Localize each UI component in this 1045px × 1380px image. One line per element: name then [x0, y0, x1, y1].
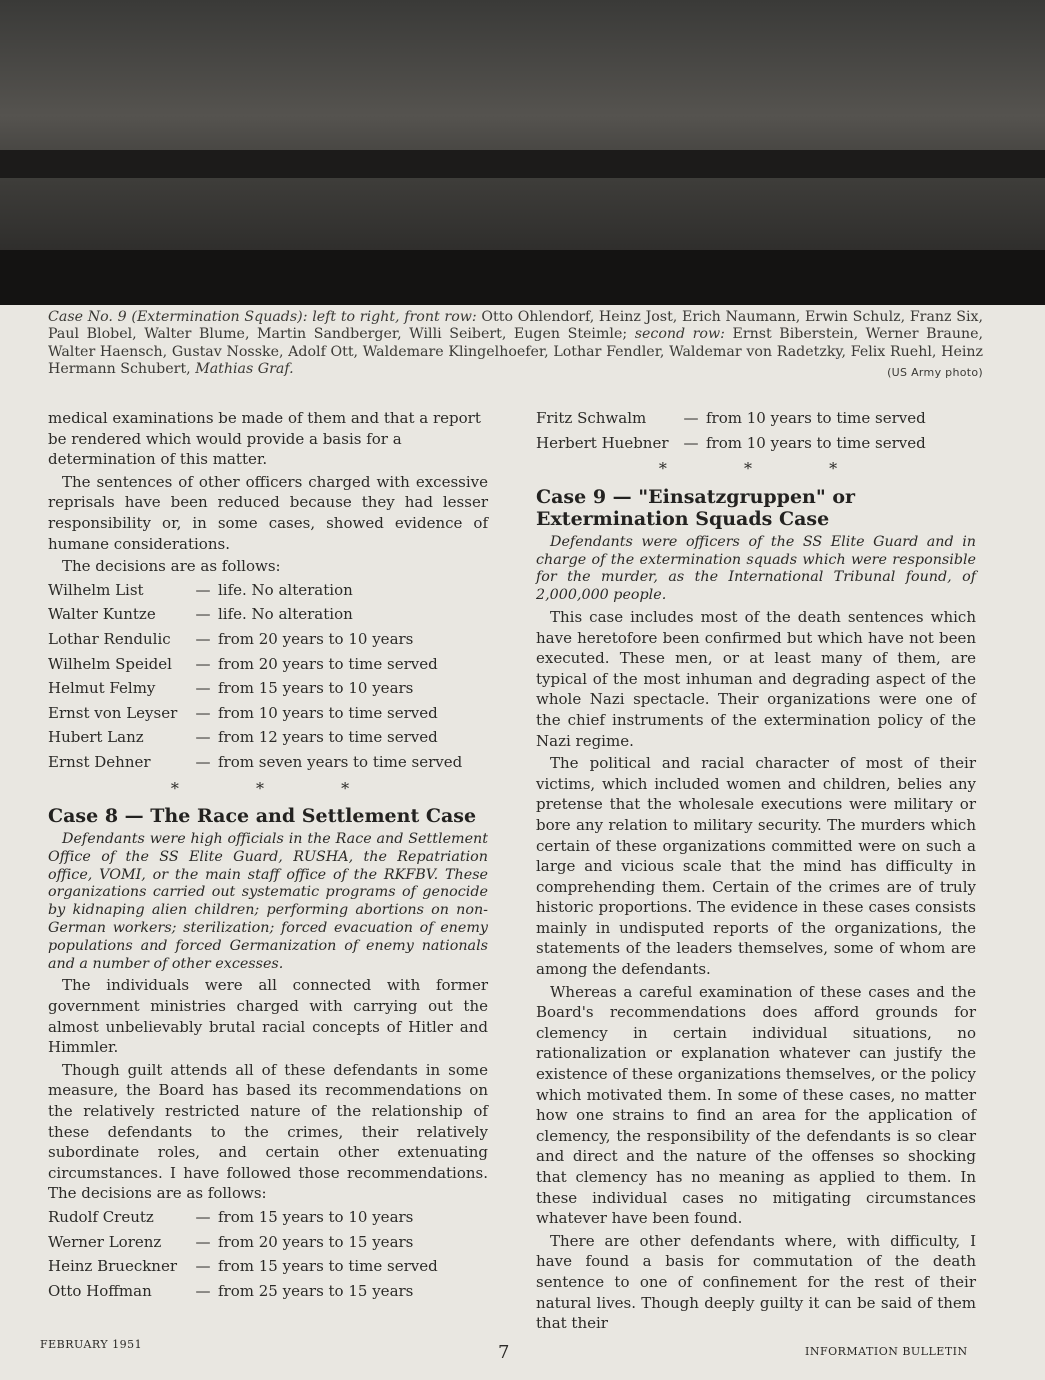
sentence-text: from 25 years to 15 years: [218, 1281, 414, 1300]
decision-row: [48, 629, 488, 654]
caption-front-row: Otto Ohlendorf, Heinz Jost, Erich Naumann, Erwin Schulz, Franz Six, Paul Blobel, Walter Blume, Martin Sandberger, Willi Seibert, Eugen Steimle;: [48, 309, 984, 343]
dash-separator: —: [195, 728, 211, 747]
decision-row: [48, 727, 488, 752]
defendant-name: Herbert Huebner: [536, 433, 669, 452]
defendant-name: Ernst von Leyser: [48, 703, 178, 722]
decision-list: [48, 580, 488, 777]
decision-row: [48, 752, 488, 777]
decision-row: [48, 580, 488, 605]
dash-separator: —: [195, 654, 211, 673]
dash-separator: —: [195, 679, 211, 698]
caption-last-name: Mathias Graf.: [195, 360, 294, 377]
sentence-text: from 12 years to time served: [218, 728, 438, 747]
paragraph: The political and racial character of most of their victims, which included women and children, belies any pretense that the wholesale executions were military or bore any relation to military security. The murders which certain of these organizations committed were on such a large and vicious scale that the mind has difficulty in comprehending them. Certain of the crimes are of truly historic proportions. The evidence in these cases consists mainly in undisputed reports of the organizations, the statements of the leaders themselves, some of whom are among the defendants.: [536, 754, 976, 979]
dash-separator: —: [195, 629, 211, 648]
sentence-text: from 10 years to time served: [706, 409, 926, 427]
paragraph: The sentences of other officers charged with excessive reprisals have been reduced because they had lesser responsibility or, in some cases, showed evidence of humane considerations.: [48, 472, 488, 553]
dash-separator: —: [195, 1232, 211, 1251]
footer-date: FEBRUARY 1951: [40, 1338, 143, 1351]
paragraph: medical examinations be made of them and that a report be rendered which would provide a basis for a determination of this matter.: [48, 409, 481, 469]
sentence-text: from 20 years to 10 years: [218, 629, 414, 648]
sentence-text: from seven years to time served: [218, 752, 463, 771]
defendant-name: Werner Lorenz: [48, 1232, 162, 1251]
dash-separator: —: [683, 433, 699, 452]
dash-separator: —: [195, 1281, 211, 1300]
right-column: [536, 408, 976, 1336]
caption-label: Case No. 9 (Extermination Squads): left to right, front row:: [48, 309, 477, 325]
photo-caption: [48, 309, 983, 381]
sentence-text: from 20 years to time served: [218, 654, 438, 673]
decision-row: [48, 703, 488, 728]
dash-separator: —: [195, 580, 211, 599]
footer-publication: INFORMATION BULLETIN: [805, 1345, 968, 1358]
caption-second-label: second row:: [634, 326, 725, 343]
section-divider: * * *: [658, 459, 874, 479]
sentence-text: from 15 years to 10 years: [218, 679, 414, 698]
decision-row: [536, 433, 976, 458]
sentence-text: from 10 years to time served: [218, 703, 438, 722]
paragraph: Whereas a careful examination of these cases and the Board's recommendations does afford grounds for clemency in certain individual situations, no rationalization or explanation whatever can justify the existence of these organizations themselves, or the policy which motivated them. In some of these cases, no matter how one strains to find an area for the application of clemency, the responsibility of the defendants is so clear and direct and the nature of the offenses so shocking that clemency has no meaning as applied to them. In these individual cases no mitigating circumstances whatever have been found.: [536, 982, 976, 1228]
left-column: [48, 408, 488, 1305]
section-divider: * * *: [170, 778, 386, 798]
paragraph: The individuals were all connected with former government ministries charged with carrying out the almost unbelievably brutal racial concepts of Hitler and Himmler.: [48, 976, 488, 1057]
dash-separator: —: [195, 752, 211, 771]
decision-row: [48, 654, 488, 679]
decision-list: [48, 1207, 488, 1305]
dash-separator: —: [195, 703, 211, 722]
paragraph: This case includes most of the death sentences which have heretofore been confirmed but which have not been executed. These men, or at least many of them, are typical of the most inhuman and degrading aspect of the whole Nazi spectacle. Their organizations were one of the chief instruments of the extermination policy of the Nazi regime.: [536, 607, 976, 750]
defendant-name: Wilhelm List: [48, 580, 144, 599]
case9-heading: Case 9 — "Einsatzgruppen" or Extermination Squads Case: [536, 485, 856, 530]
page-number: 7: [498, 1342, 510, 1363]
decision-list: [536, 408, 976, 457]
decision-row: [48, 1256, 488, 1281]
paragraph: Though guilt attends all of these defendants in some measure, the Board has based its recommendations on the relatively restricted nature of the relationship of these defendants to the crimes, their relatively subordinate roles, and certain other extenuating circumstances. I have followed those recommendations. The decisions are as follows:: [48, 1060, 488, 1203]
decision-row: [48, 604, 488, 629]
defendant-name: Rudolf Creutz: [48, 1208, 154, 1226]
courtroom-photo: [0, 0, 1045, 305]
defendant-name: Wilhelm Speidel: [48, 654, 172, 673]
dash-separator: —: [683, 409, 699, 427]
sentence-text: from 15 years to 10 years: [218, 1208, 414, 1226]
photo-credit: (US Army photo): [887, 365, 983, 379]
sentence-text: life. No alteration: [218, 580, 353, 599]
defendant-name: Helmut Felmy: [48, 679, 156, 698]
decision-row: [48, 1232, 488, 1257]
defendant-name: Fritz Schwalm: [536, 409, 647, 427]
paragraph: The decisions are as follows:: [62, 557, 281, 576]
sentence-text: from 20 years to 15 years: [218, 1232, 414, 1251]
defendant-name: Ernst Dehner: [48, 752, 151, 771]
defendant-name: Otto Hoffman: [48, 1281, 152, 1300]
decision-row: [536, 408, 976, 433]
dash-separator: —: [195, 605, 211, 624]
defendant-name: Lothar Rendulic: [48, 629, 171, 648]
defendant-name: Heinz Brueckner: [48, 1257, 178, 1276]
case9-intro: Defendants were officers of the SS Elite Guard and in charge of the extermination squads which were responsible for the murder, as the International Tribunal found, of 2,000,000 people.: [536, 533, 976, 604]
case8-intro: Defendants were high officials in the Race and Settlement Office of the SS Elite Guard, RUSHA, the Repatriation office, VOMI, or the main staff office of the RKFBV. These organizations carried out systematic programs of genocide by kidnaping alien children; performing abortions on non-German workers; sterilization; forced evacuation of enemy populations and forced Germanization of enemy nationals and a number of other excesses.: [48, 831, 488, 972]
decision-row: [48, 678, 488, 703]
defendant-name: Walter Kuntze: [48, 605, 156, 624]
sentence-text: from 10 years to time served: [706, 433, 926, 452]
paragraph: There are other defendants where, with difficulty, I have found a basis for commutation of the death sentence to one of confinement for the rest of their natural lives. Though deeply guilty it can be said of them that their: [536, 1231, 976, 1333]
defendant-name: Hubert Lanz: [48, 728, 144, 747]
sentence-text: life. No alteration: [218, 605, 353, 624]
caption-second-row: Ernst Biberstein, Werner Braune, Walter Haensch, Gustav Nosske, Adolf Ott, Waldemare Klingelhoefer, Lothar Fendler, Waldemar von Radetzky, Felix Ruehl, Heinz Hermann Schubert,: [48, 326, 983, 377]
decision-row: [48, 1281, 488, 1306]
dash-separator: —: [195, 1208, 211, 1226]
case8-heading: Case 8 — The Race and Settlement Case: [48, 805, 477, 828]
decision-row: [48, 1207, 488, 1232]
dash-separator: —: [195, 1257, 211, 1276]
sentence-text: from 15 years to time served: [218, 1257, 438, 1276]
